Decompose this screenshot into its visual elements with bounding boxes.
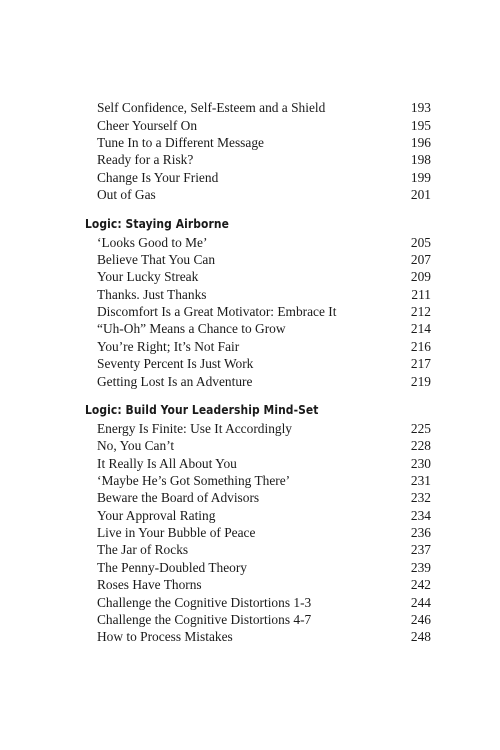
toc-entry-title: Change Is Your Friend [97,170,219,185]
toc-entry [97,611,431,628]
toc-entry [97,455,431,472]
toc-entry-page: 219 [410,374,431,389]
toc-entry-title: Live in Your Bubble of Peace [97,525,256,540]
toc-entry [97,373,431,390]
toc-entry-page: 207 [410,252,431,267]
toc-entry-title: Out of Gas [97,187,156,202]
toc-entry-page: 231 [410,473,431,488]
toc-entry-title: The Jar of Rocks [97,542,189,557]
toc-entry-page: 216 [410,339,431,354]
toc-entry [97,338,431,355]
toc-entry [97,594,431,611]
toc-entry-title: Roses Have Thorns [97,577,202,592]
toc-entry [97,628,431,645]
section-heading: Logic: Build Your Leadership Mind-Set [85,403,319,417]
toc-entry-title: Your Approval Rating [97,508,216,523]
toc-entry-title: “Uh-Oh” Means a Chance to Grow [97,321,286,336]
toc-entry-title: It Really Is All About You [97,456,237,471]
toc-entry-page: 242 [410,577,431,592]
toc-entry-page: 234 [410,508,431,523]
toc-entry [97,251,431,268]
toc-entry [97,541,431,558]
section-heading: Logic: Staying Airborne [85,217,229,231]
toc-entry-title: Your Lucky Streak [97,269,199,284]
toc-entry [97,186,431,203]
toc-entry [97,117,431,134]
toc-entry-page: 201 [410,187,431,202]
toc-entry [97,234,431,251]
toc-entry-page: 217 [410,356,431,371]
toc-entry [97,355,431,372]
toc-entry-page: 230 [410,456,431,471]
toc-entry-title: No, You Can’t [97,438,175,453]
toc-entry-page: 236 [410,525,431,540]
toc-entry-title: ‘Looks Good to Me’ [97,235,208,250]
toc-entry-page: 193 [410,100,431,115]
toc-entry [97,437,431,454]
toc-entry-title: Seventy Percent Is Just Work [97,356,254,371]
toc-entry-page: 244 [410,595,431,610]
toc-entry-page: 198 [410,152,431,167]
toc-entry-title: How to Process Mistakes [97,629,233,644]
toc-entry [97,268,431,285]
toc-entry-page: 228 [410,438,431,453]
toc-entry-page: 248 [410,629,431,644]
toc-entry [97,320,431,337]
toc-entry [97,576,431,593]
toc-entry-page: 209 [410,269,431,284]
toc-entry-page: 239 [410,560,431,575]
toc-entry-title: Energy Is Finite: Use It Accordingly [97,421,293,436]
toc-entry-title: Discomfort Is a Great Motivator: Embrace It [97,304,337,319]
toc-entry-title: Getting Lost Is an Adventure [97,374,253,389]
toc-entry-page: 237 [410,542,431,557]
toc-entry-title: You’re Right; It’s Not Fair [97,339,240,354]
toc-entry-title: Self Confidence, Self-Esteem and a Shield [97,100,326,115]
toc-entry [97,420,431,437]
toc-entry [97,559,431,576]
toc-entry-page: 196 [410,135,431,150]
toc-entry-title: ‘Maybe He’s Got Something There’ [97,473,291,488]
toc-entry-title: Thanks. Just Thanks [97,287,207,302]
toc-entry-title: Challenge the Cognitive Distortions 1-3 [97,595,312,610]
toc-entry-page: 212 [410,304,431,319]
toc-entry [97,286,431,303]
toc-entry [97,169,431,186]
toc-entry-page: 195 [410,118,431,133]
toc-entry [97,489,431,506]
toc-entry [97,134,431,151]
toc-entry [97,151,431,168]
toc-entry-title: Tune In to a Different Message [97,135,264,150]
toc-entry [97,303,431,320]
toc-entry-title: Believe That You Can [97,252,216,267]
toc-entry-title: The Penny-Doubled Theory [97,560,247,575]
toc-entry-page: 225 [410,421,431,436]
toc-entry-page: 205 [410,235,431,250]
toc-entry [97,524,431,541]
toc-entry [97,507,431,524]
toc-entry-title: Beware the Board of Advisors [97,490,260,505]
toc-entry-page: 214 [410,321,431,336]
toc-entry-title: Challenge the Cognitive Distortions 4-7 [97,612,312,627]
toc-entry-page: 246 [410,612,431,627]
toc-entry [97,472,431,489]
toc-entry-title: Ready for a Risk? [97,152,194,167]
toc-entry [97,99,431,116]
toc-entry-page: 232 [410,490,431,505]
toc-entry-title: Cheer Yourself On [97,118,198,133]
toc-entry-page: 199 [410,170,431,185]
toc-entry-page: 211 [411,287,431,302]
